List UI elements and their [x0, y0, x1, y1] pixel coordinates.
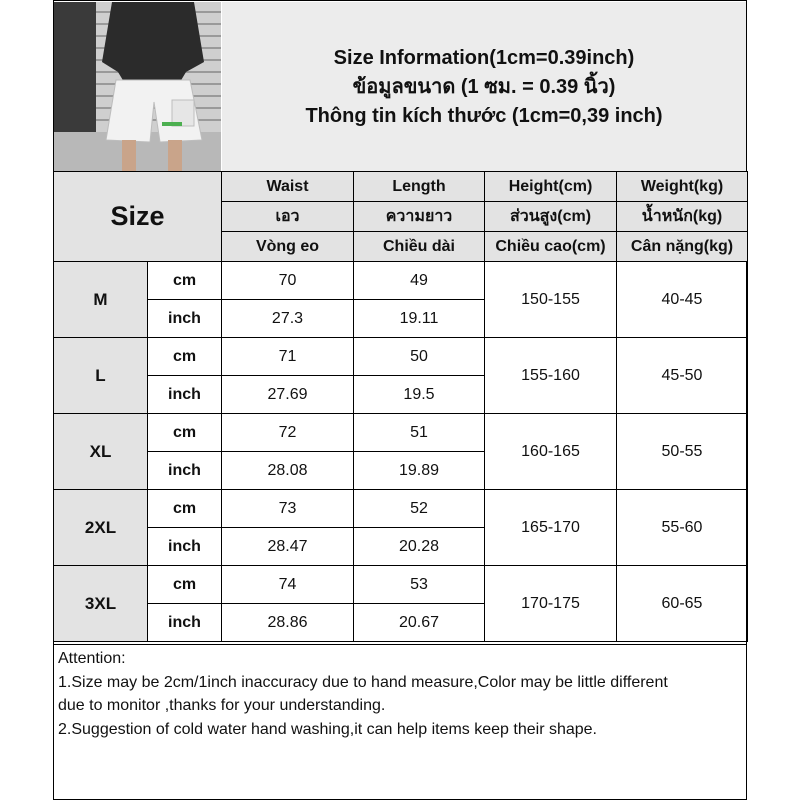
length-cm: 50	[354, 338, 485, 376]
unit-cm: cm	[148, 414, 222, 452]
heading-thai: ข้อมูลขนาด (1 ซม. = 0.39 นิ้ว)	[352, 75, 616, 98]
note-line-3: 2.Suggestion of cold water hand washing,it can help items keep their shape.	[58, 720, 597, 738]
col-length-th: ความยาว	[354, 202, 485, 232]
col-weight-vi: Cân nặng(kg)	[617, 232, 748, 262]
model-photo-illustration	[54, 2, 221, 172]
unit-inch: inch	[148, 376, 222, 414]
size-label: 2XL	[54, 490, 148, 566]
waist-inch: 27.3	[222, 300, 354, 338]
height-range: 165-170	[485, 490, 617, 566]
unit-cm: cm	[148, 338, 222, 376]
weight-range: 45-50	[617, 338, 748, 414]
col-height-th: ส่วนสูง(cm)	[485, 202, 617, 232]
waist-cm: 74	[222, 566, 354, 604]
waist-cm: 73	[222, 490, 354, 528]
height-range: 160-165	[485, 414, 617, 490]
size-label: M	[54, 262, 148, 338]
unit-inch: inch	[148, 452, 222, 490]
heading-english: Size Information(1cm=0.39inch)	[333, 46, 635, 69]
length-cm: 49	[354, 262, 485, 300]
unit-inch: inch	[148, 528, 222, 566]
col-weight-en: Weight(kg)	[617, 172, 748, 202]
col-height-en: Height(cm)	[485, 172, 617, 202]
table-row-m	[54, 262, 748, 300]
waist-cm: 72	[222, 414, 354, 452]
height-range: 155-160	[485, 338, 617, 414]
table-row-xl	[54, 414, 748, 452]
col-length-vi: Chiều dài	[354, 232, 485, 262]
length-inch: 19.11	[354, 300, 485, 338]
note-line-1: 1.Size may be 2cm/1inch inaccuracy due to hand measure,Color may be little different	[58, 673, 668, 691]
weight-range: 40-45	[617, 262, 748, 338]
size-chart-table	[53, 171, 748, 642]
note-line-2: due to monitor ,thanks for your understanding.	[58, 697, 386, 714]
col-waist-vi: Vòng eo	[222, 232, 354, 262]
heading-vietnamese: Thông tin kích thước (1cm=0,39 inch)	[305, 104, 663, 127]
size-label: XL	[54, 414, 148, 490]
length-cm: 51	[354, 414, 485, 452]
unit-cm: cm	[148, 262, 222, 300]
height-range: 150-155	[485, 262, 617, 338]
weight-range: 55-60	[617, 490, 748, 566]
attention-notes	[53, 644, 747, 800]
size-information-heading	[222, 2, 746, 172]
product-photo	[54, 2, 221, 172]
height-range: 170-175	[485, 566, 617, 642]
size-header: Size	[54, 172, 222, 262]
col-length-en: Length	[354, 172, 485, 202]
col-weight-th: น้ำหนัก(kg)	[617, 202, 748, 232]
length-inch: 20.28	[354, 528, 485, 566]
unit-cm: cm	[148, 490, 222, 528]
col-waist-en: Waist	[222, 172, 354, 202]
attention-title: Attention:	[58, 650, 126, 667]
waist-inch: 28.47	[222, 528, 354, 566]
size-label: L	[54, 338, 148, 414]
waist-cm: 71	[222, 338, 354, 376]
col-waist-th: เอว	[222, 202, 354, 232]
length-inch: 19.89	[354, 452, 485, 490]
weight-range: 60-65	[617, 566, 748, 642]
table-row-2xl	[54, 490, 748, 528]
table-row-l	[54, 338, 748, 376]
length-cm: 52	[354, 490, 485, 528]
waist-inch: 28.08	[222, 452, 354, 490]
unit-inch: inch	[148, 300, 222, 338]
col-height-vi: Chiều cao(cm)	[485, 232, 617, 262]
unit-inch: inch	[148, 604, 222, 642]
waist-inch: 27.69	[222, 376, 354, 414]
length-inch: 20.67	[354, 604, 485, 642]
length-inch: 19.5	[354, 376, 485, 414]
length-cm: 53	[354, 566, 485, 604]
weight-range: 50-55	[617, 414, 748, 490]
unit-cm: cm	[148, 566, 222, 604]
waist-cm: 70	[222, 262, 354, 300]
waist-inch: 28.86	[222, 604, 354, 642]
size-label: 3XL	[54, 566, 148, 642]
table-row-3xl	[54, 566, 748, 604]
